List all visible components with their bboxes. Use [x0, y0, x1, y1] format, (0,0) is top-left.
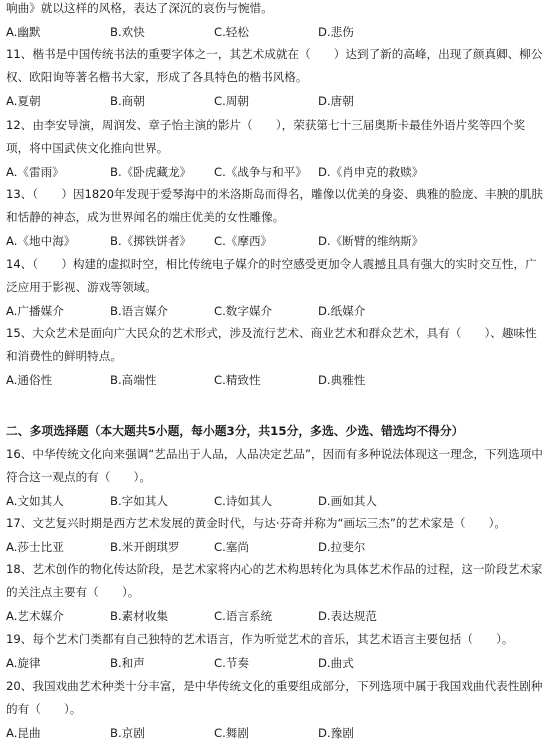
option-d: D.表达规范 [318, 608, 377, 623]
option-b: B.京剧 [110, 725, 145, 740]
question-text: 14、（ ）构建的虚拟时空，相比传统电子媒介的时空感受更加令人震撼且具有强大的实时交互性，广泛应用于影视、游戏等领域。 [6, 257, 537, 294]
question-11 [6, 43, 546, 112]
option-c: C.周朝 [214, 93, 249, 108]
option-b: B.和声 [110, 655, 145, 670]
option-a: A.夏朝 [6, 93, 41, 108]
question-13 [6, 183, 546, 252]
option-c: C.精致性 [214, 372, 261, 387]
option-a: A.《雷雨》 [6, 164, 64, 179]
question-18 [6, 558, 546, 627]
options-row [6, 721, 546, 744]
question-text: 17、文艺复兴时期是西方艺术发展的黄金时代，与达·芬奇并称为“画坛三杰”的艺术家是（ ）。 [6, 516, 506, 530]
question-text: 15、大众艺术是面向广大民众的艺术形式，涉及流行艺术、商业艺术和群众艺术，具有（ ）、趣味性和消费性的鲜明特点。 [6, 326, 537, 363]
options-row [6, 229, 546, 252]
option-c: C.节奏 [214, 655, 249, 670]
question-14 [6, 253, 546, 322]
option-c: C.塞尚 [214, 539, 249, 554]
option-c: C.舞剧 [214, 725, 249, 740]
option-c: C.诗如其人 [214, 493, 273, 508]
options-row [6, 299, 546, 322]
question-text: 11、楷书是中国传统书法的重要字体之一，其艺术成就在（ ）达到了新的高峰，出现了颜真卿、柳公权、欧阳询等著名楷书大家，形成了各具特色的楷书风格。 [6, 47, 543, 84]
question-text: 13、（ ）因1820年发现于爱琴海中的米洛斯岛而得名，雕像以优美的身姿、典雅的脸庞、丰腴的肌肤和恬静的神态，成为世界闻名的端庄优美的女性雕像。 [6, 187, 543, 224]
option-b: B.《掷铁饼者》 [110, 233, 192, 248]
option-a: A.通俗性 [6, 372, 53, 387]
options-row [6, 651, 546, 674]
option-a: A.广播媒介 [6, 303, 64, 318]
option-d: D.《断臂的维纳斯》 [318, 233, 424, 248]
question-16 [6, 443, 546, 512]
option-c: C.语言系统 [214, 608, 273, 623]
option-b: B.高端性 [110, 372, 157, 387]
option-a: A.幽默 [6, 24, 41, 39]
question-15 [6, 322, 546, 391]
option-a: A.莎士比亚 [6, 539, 64, 554]
option-a: A.文如其人 [6, 493, 64, 508]
option-b: B.素材收集 [110, 608, 169, 623]
options-row [6, 604, 546, 627]
options-row [6, 160, 546, 183]
option-d: D.《肖申克的救赎》 [318, 164, 424, 179]
option-b: B.欢快 [110, 24, 145, 39]
option-d: D.唐朝 [318, 93, 354, 108]
option-d: D.典雅性 [318, 372, 366, 387]
question-text: 19、每个艺术门类都有自己独特的艺术语言，作为听觉艺术的音乐，其艺术语言主要包括（ ）。 [6, 632, 514, 646]
question-20 [6, 675, 546, 744]
option-a: A.旋律 [6, 655, 41, 670]
option-a: A.《地中海》 [6, 233, 76, 248]
option-c: C.数字媒介 [214, 303, 273, 318]
options-row [6, 368, 546, 391]
option-a: A.昆曲 [6, 725, 41, 740]
question-12 [6, 114, 546, 183]
question-text: 响曲》就以这样的风格，表达了深沉的哀伤与惋惜。 [6, 1, 273, 15]
option-d: D.纸媒介 [318, 303, 366, 318]
question-text: 16、中华传统文化向来强调“艺品出于人品，人品决定艺品”，因而有多种说法体现这一理念，下列选项中符合这一观点的有（ ）。 [6, 447, 543, 484]
section-heading: 二、多项选择题（本大题共5小题，每小题3分，共15分，多选、少选、错选均不得分） [6, 424, 464, 438]
question-17 [6, 512, 546, 558]
option-d: D.悲伤 [318, 24, 354, 39]
option-d: D.曲式 [318, 655, 354, 670]
option-b: B.商朝 [110, 93, 145, 108]
question-19 [6, 628, 546, 674]
option-c: C.《摩西》 [214, 233, 273, 248]
question-text: 12、由李安导演，周润发、章子怡主演的影片（ ），荣获第七十三届奥斯卡最佳外语片奖等四个奖项，将中国武侠文化推向世界。 [6, 118, 526, 155]
option-d: D.画如其人 [318, 493, 377, 508]
question-text: 18、艺术创作的物化传达阶段，是艺术家将内心的艺术构思转化为具体艺术作品的过程，这一阶段艺术家的关注点主要有（ ）。 [6, 562, 543, 599]
option-b: B.字如其人 [110, 493, 169, 508]
options-row [6, 489, 546, 512]
option-b: B.语言媒介 [110, 303, 169, 318]
options-row [6, 89, 546, 112]
option-b: B.米开朗琪罗 [110, 539, 180, 554]
option-d: D.拉斐尔 [318, 539, 366, 554]
question-text: 20、我国戏曲艺术种类十分丰富，是中华传统文化的重要组成部分，下列选项中属于我国戏曲代表性剧种的有（ ）。 [6, 679, 543, 716]
question-10-tail [6, 0, 546, 43]
option-b: B.《卧虎藏龙》 [110, 164, 192, 179]
option-a: A.艺术媒介 [6, 608, 64, 623]
option-c: C.轻松 [214, 24, 249, 39]
option-c: C.《战争与和平》 [214, 164, 307, 179]
option-d: D.豫剧 [318, 725, 354, 740]
options-row [6, 535, 546, 558]
options-row [6, 20, 546, 43]
